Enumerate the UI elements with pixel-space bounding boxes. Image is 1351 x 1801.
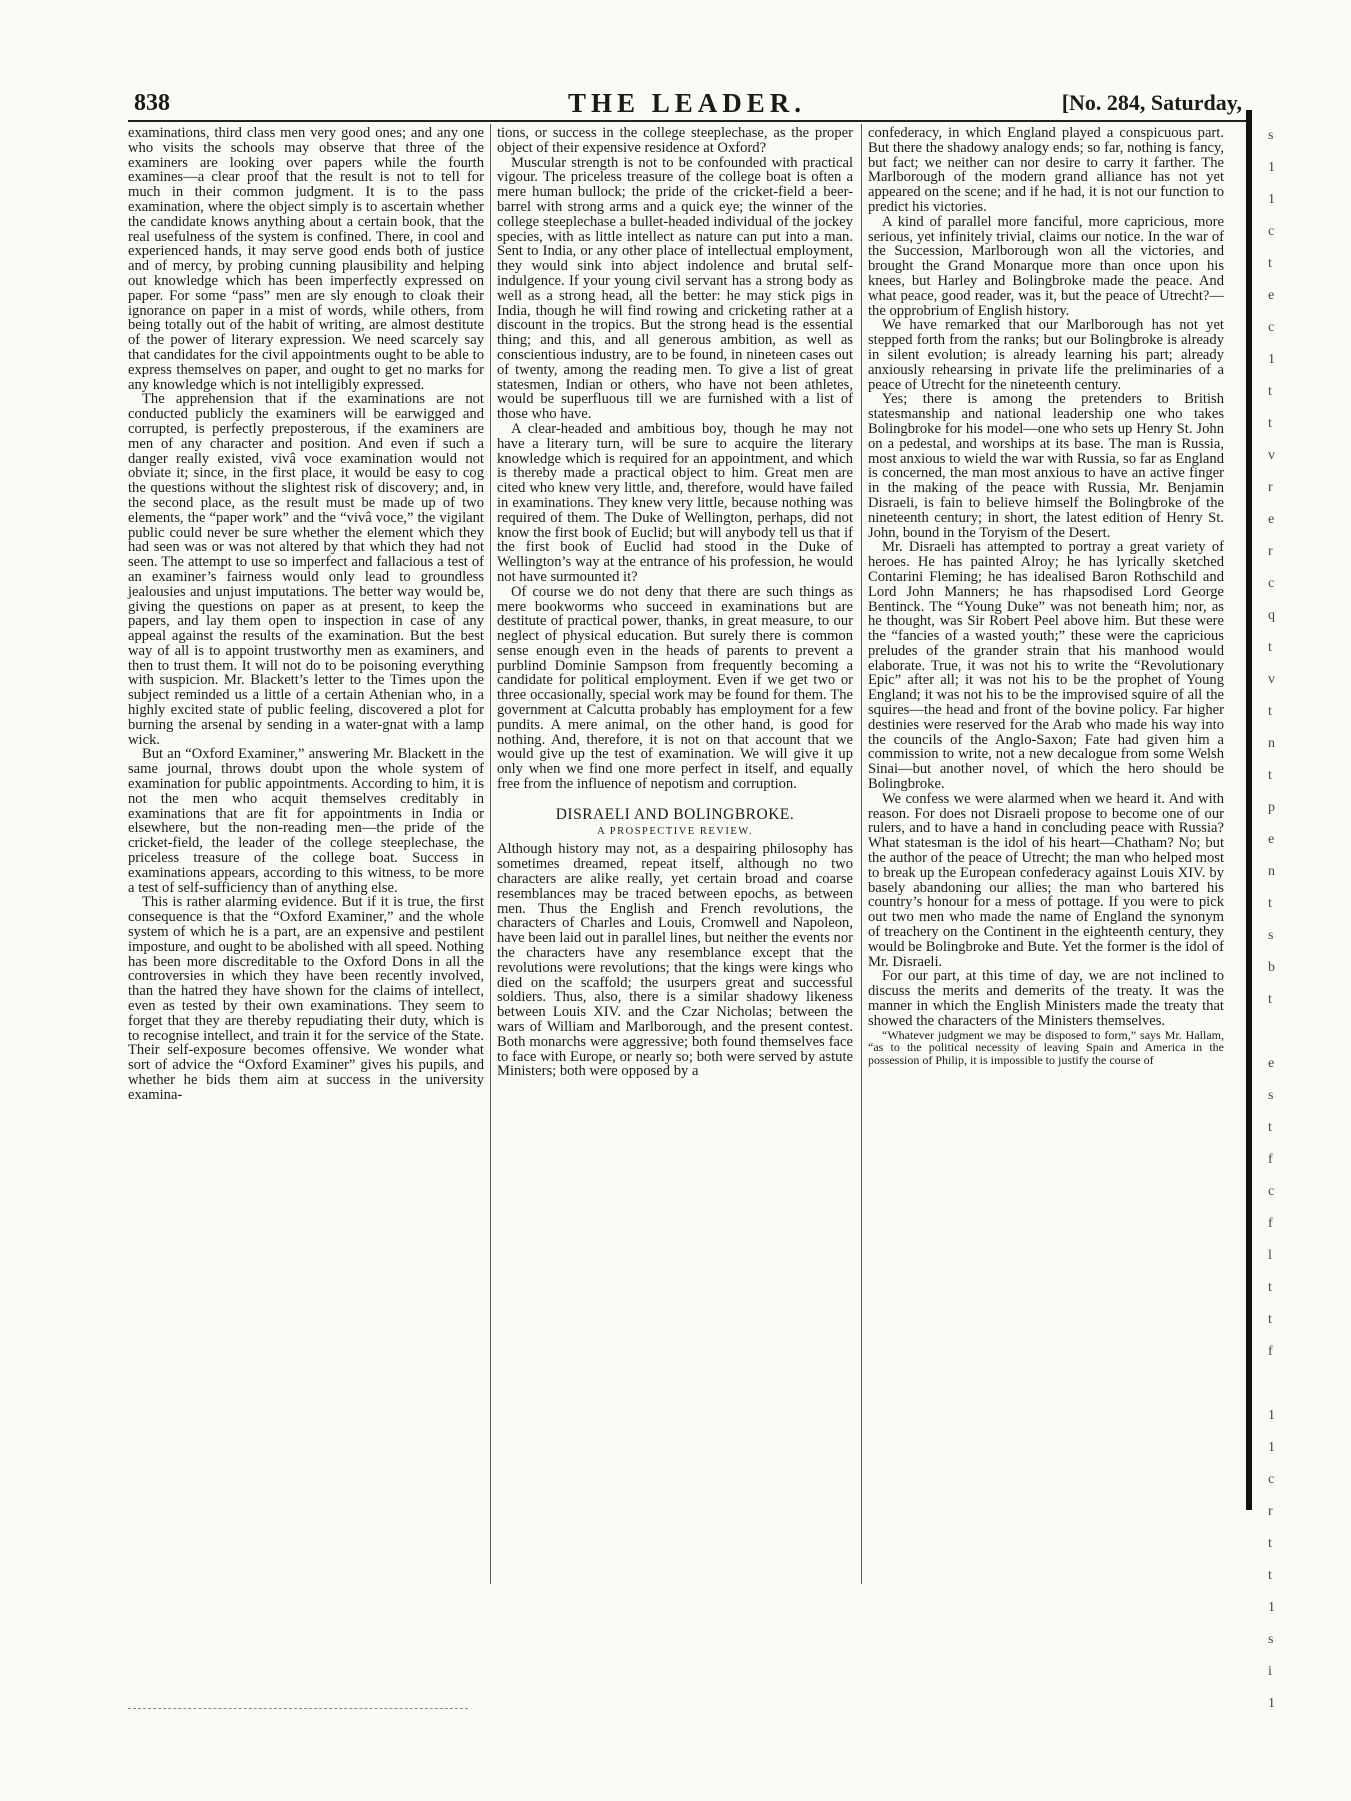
article-opening: Although history may not, as a despairing philosophy has sometimes dreamed, repeat itself, although no two characters are alike really, yet certain broad and coarse resemblances may be traced between epochs, as between men. Thus the English and French revolutions, the characters of Charles and Louis, Cromwell and Napoleon, have been laid out in parallel lines, but neither the events nor the characters have any resemblance except that the revolutions were revolutions; that the kings were kings who died on the scaffold; the usurpers great and successful soldiers. Thus, also, there is a similar shadowy likeness between Louis XIV. and the Czar Nicholas; between the wars of William and Marlborough, and the present contest. Both monarchs were aggressive; both found themselves face to face with Europe, or nearly so; both were served by astute Ministers; both were opposed by a [497,841,853,1080]
column-2 [497,126,853,1079]
paragraph: For our part, at this time of day, we are not inclined to discuss the merits and demerits of the treaty. It was the manner in which the English Ministers made the treaty that showed the characters of the Ministers themselves. [868,968,1224,1029]
issue-label: [No. 284, Saturday, [1061,90,1242,115]
paragraph: Yes; there is among the pretenders to British statesmanship and national leadership one who takes Bolingbroke for his model—one who sets up Henry St. John on a pedestal, and worships at its base. The man is Russia, most anxious to wield the war with Russia, so far as England is concerned, the man most anxious to have an active finger in the making of the peace with Russia, Mr. Benjamin Disraeli, is fain to believe himself the Bolingbroke of the nineteenth century; in short, the latest edition of Henry St. John, bound in the Toryism of the Desert. [868,391,1224,541]
paragraph: Mr. Disraeli has attempted to portray a great variety of heroes. He has painted Alroy; he has lyrically sketched Contarini Fleming; he has idealised Baron Rothschild and Lord John Manners; he has rhapsodised Lord George Bentinck. The “Young Duke” was not beneath him; nor, as he thought, was Sir Robert Peel above him. But these were the “fancies of a wasted youth;” these were the capricious preludes of the grander strain that his manhood would elaborate. True, it was not his to write the “Revolutionary Epic” after all; it was not his to be the prophet of Young England; it was not his to be the improvised squire of all the squires—the head and front of the bovine policy. Far higher destinies were reserved for the Arab who made his way into the councils of the Anglo-Saxon; Fate had given him a commission to write, not a new decalogue from some Welsh Sinai—but another novel, of which the hero should be Bolingbroke. [868,539,1224,793]
paragraph: The apprehension that if the examinations are not conducted publicly the examiners will be earwigged and corrupted, is perfectly preposterous, if the examiners are men of any character and position. And even if such a danger really existed, vivâ voce examination would not obviate it; since, in the first place, it would be easy to cog the questions without the slightest risk of discovery; and, in the second place, as the result must be made up of two elements, the “paper work” and the “vivâ voce,” the vigilant public could never be sure whether the element which they had seen was or was not altered by that which they had not seen. The attempt to use so imperfect and fallacious a test of an examiner’s fairness would only lead to groundless jealousies and unjust imputations. The better way would be, giving the questions on paper as at present, to keep the papers, and lay them open to inspection in case of any appeal against the results of the examination. But the best way of all is to appoint trustworthy men as examiners, and then to trust them. It will not do to be poisoning everything with suspicion. Mr. Blackett’s letter to the Times upon the subject reminded us a little of a certain Athenian who, in a highly excited state of public feeling, discovered a plot for burning the arsenal by sending in a water-gnat with a lamp wick. [128,391,484,748]
paragraph: We have remarked that our Marlborough has not yet stepped forth from the ranks; but our Bolingbroke is already in silent evolution; is already learning his part; already anxiously rehearsing in private life the preliminaries of a peace of Utrecht for the nineteenth century. [868,317,1224,393]
column-1 [128,126,484,1103]
column-rule-1 [490,124,491,1584]
paragraph: But an “Oxford Examiner,” answering Mr. Blackett in the same journal, throws doubt upon the whole system of examination for public appointments. According to him, it is not the men who acquit themselves creditably in examinations that are fit for appointments in India or elsewhere, but the non-reading men—the pride of the cricket-field, the leader of the college steeplechase, the priceless treasure of the college boat. Success in examinations appears, according to this witness, to be more a test of self-sufficiency than of anything else. [128,746,484,896]
paragraph: A kind of parallel more fanciful, more capricious, more serious, yet infinitely trivial, claims our notice. In the war of the Succession, Marlborough won all the victories, and brought the Grand Monarque more than once upon his knees, but Harley and Bolingbroke made the peace. And what peace, good reader, was it, but the peace of Utrecht?—the opprobrium of English history. [868,213,1224,319]
paragraph: Of course we do not deny that there are such things as mere bookworms who succeed in examinations but are destitute of practical power, thanks, in great measure, to our neglect of physical education. But surely there is common sense enough even in the heads of parents to prevent a purblind Dominie Sampson from frequently becoming a candidate for political employment. Even if we get two or three occasionally, special work may be found for them. The government at Calcutta probably has employment for a few pundits. A mere animal, on the other hand, is good for nothing. And, therefore, it is not on that account that we would give up the test of examination. We will give it up only when we find one more perfect in itself, and equally free from the influence of nepotism and corruption. [497,583,853,793]
page-header [128,86,1246,122]
facing-page-bleed: s 1 1 c t e c 1 t t v r e r c q t v t n t p e n t s b t e s t f c f l t t f 1 1 c r t t 1 s i 1 [1268,128,1275,1711]
article-title: DISRAELI AND BOLINGBROKE. [555,805,795,823]
paragraph: This is rather alarming evidence. But if it is true, the first consequence is that the “Oxford Examiner,” and the whole system of which he is a part, are an expensive and pestilent imposture, and ought to be abolished with all speed. Nothing has been more discreditable to the Oxford Dons in all the controversies in which they have been recently involved, than the hatred they have shown for the claims of intellect, even as tested by their own examinations. They seem to forget that they are thereby repudiating their duty, which is to recognise intellect, and train it for the service of the State. Their self-exposure becomes offensive. We wonder what sort of advice the “Oxford Examiner” gives his pupils, and whether he bids them aim at success in the university examina- [128,894,484,1103]
paragraph: A clear-headed and ambitious boy, though he may not have a literary turn, will be sure to acquire the literary knowledge which is required for an appointment, and which is thereby made a practical object to him. Great men are cited who knew very little, and, therefore, would have failed in examinations. They knew very little, because nothing was required of them. The Duke of Wellington, perhaps, did not know the first book of Euclid; but will anybody tell us that if the first book of Euclid had stood in the Duke of Wellington’s way at the entrance of his profession, he would not have surmounted it? [497,420,853,585]
column-rule-2 [861,124,862,1584]
bottom-dash-marks [128,1708,468,1710]
paragraph: tions, or success in the college steeplechase, as the proper object of their expensive residence at Oxford? [497,125,853,156]
paragraph: We confess we were alarmed when we heard it. And with reason. For does not Disraeli propose to become one of our rulers, and to have a hand in concluding peace with Russia? What statesman is the idol of his heart—Chatham? No; but the author of the peace of Utrecht; the man who helped most to break up the European confederacy against Louis XIV. by basely abandoning our allies; the man who bartered his country’s honour for a mess of pottage. If you were to pick out two men who made the name of England the synonym of treachery on the Continent in the eighteenth century, they would be Bolingbroke and Bute. Yet the former is the idol of Mr. Disraeli. [868,790,1224,970]
paragraph: Muscular strength is not to be confounded with practical vigour. The priceless treasure of the college boat is often a mere human bullock; the pride of the cricket-field a beer-barrel with strong arms and a quick eye; the winner of the college steeplechase a bullet-headed individual of the jockey species, with as little intellect as nature can put into a man. Sent to India, or any other place of intellectual employment, they would sink into abject indolence and brutal self-indulgence. If your young civil servant has a strong body as well as a strong head, all the better: he may stick pigs in India, though he will find rowing and cricketing rather at a discount in the tropics. But the strong head is the essential thing; and this, and all generous ambition, as well as conscientious industry, are to be found, in nineteen cases out of twenty, among the reading men. To give a list of great statesmen, Indian or others, who have not been athletes, would be superfluous till we are furnished with a list of those who have. [497,154,853,423]
page-edge-bar [1246,110,1252,1510]
column-3 [868,126,1224,1066]
footnote: “Whatever judgment we may be disposed to form,” says Mr. Hallam, “as to the political necessity of leaving Spain and America in the possession of Philip, it is impossible to justify the course of [868,1027,1224,1067]
masthead: THE LEADER. [567,88,807,118]
article-subtitle: A PROSPECTIVE REVIEW. [597,825,753,837]
paragraph: examinations, third class men very good ones; and any one who visits the schools may observe that three of the examiners are looking over papers while the fourth examines—a clear proof that the result is not to tell for much in their common judgment. It is to the pass examination, where the object simply is to ascertain whether the candidate knows anything about a certain book, that the real usefulness of the system is confined. There, in cool and experienced hands, it may serve good ends both of justice and of mercy, by probing cunning plausibility and helping out knowledge which has been imperfectly expressed on paper. For some “pass” men are sly enough to cloak their ignorance on paper in a mist of words, while others, from being totally out of the habit of writing, are almost destitute of the power of literary expression. We need scarcely say that candidates for the civil appointments ought to be able to express themselves on paper, and ought to get no marks for any knowledge which is not intelligibly expressed. [128,125,484,393]
paragraph: confederacy, in which England played a conspicuous part. But there the shadowy analogy ends; so far, nothing is fancy, but fact; we neither can nor desire to carry it farther. The Marlborough of the modern grand alliance has not yet appeared on the scene; and if he had, it is not our function to predict his victories. [868,125,1224,215]
page-number: 838 [134,90,170,116]
